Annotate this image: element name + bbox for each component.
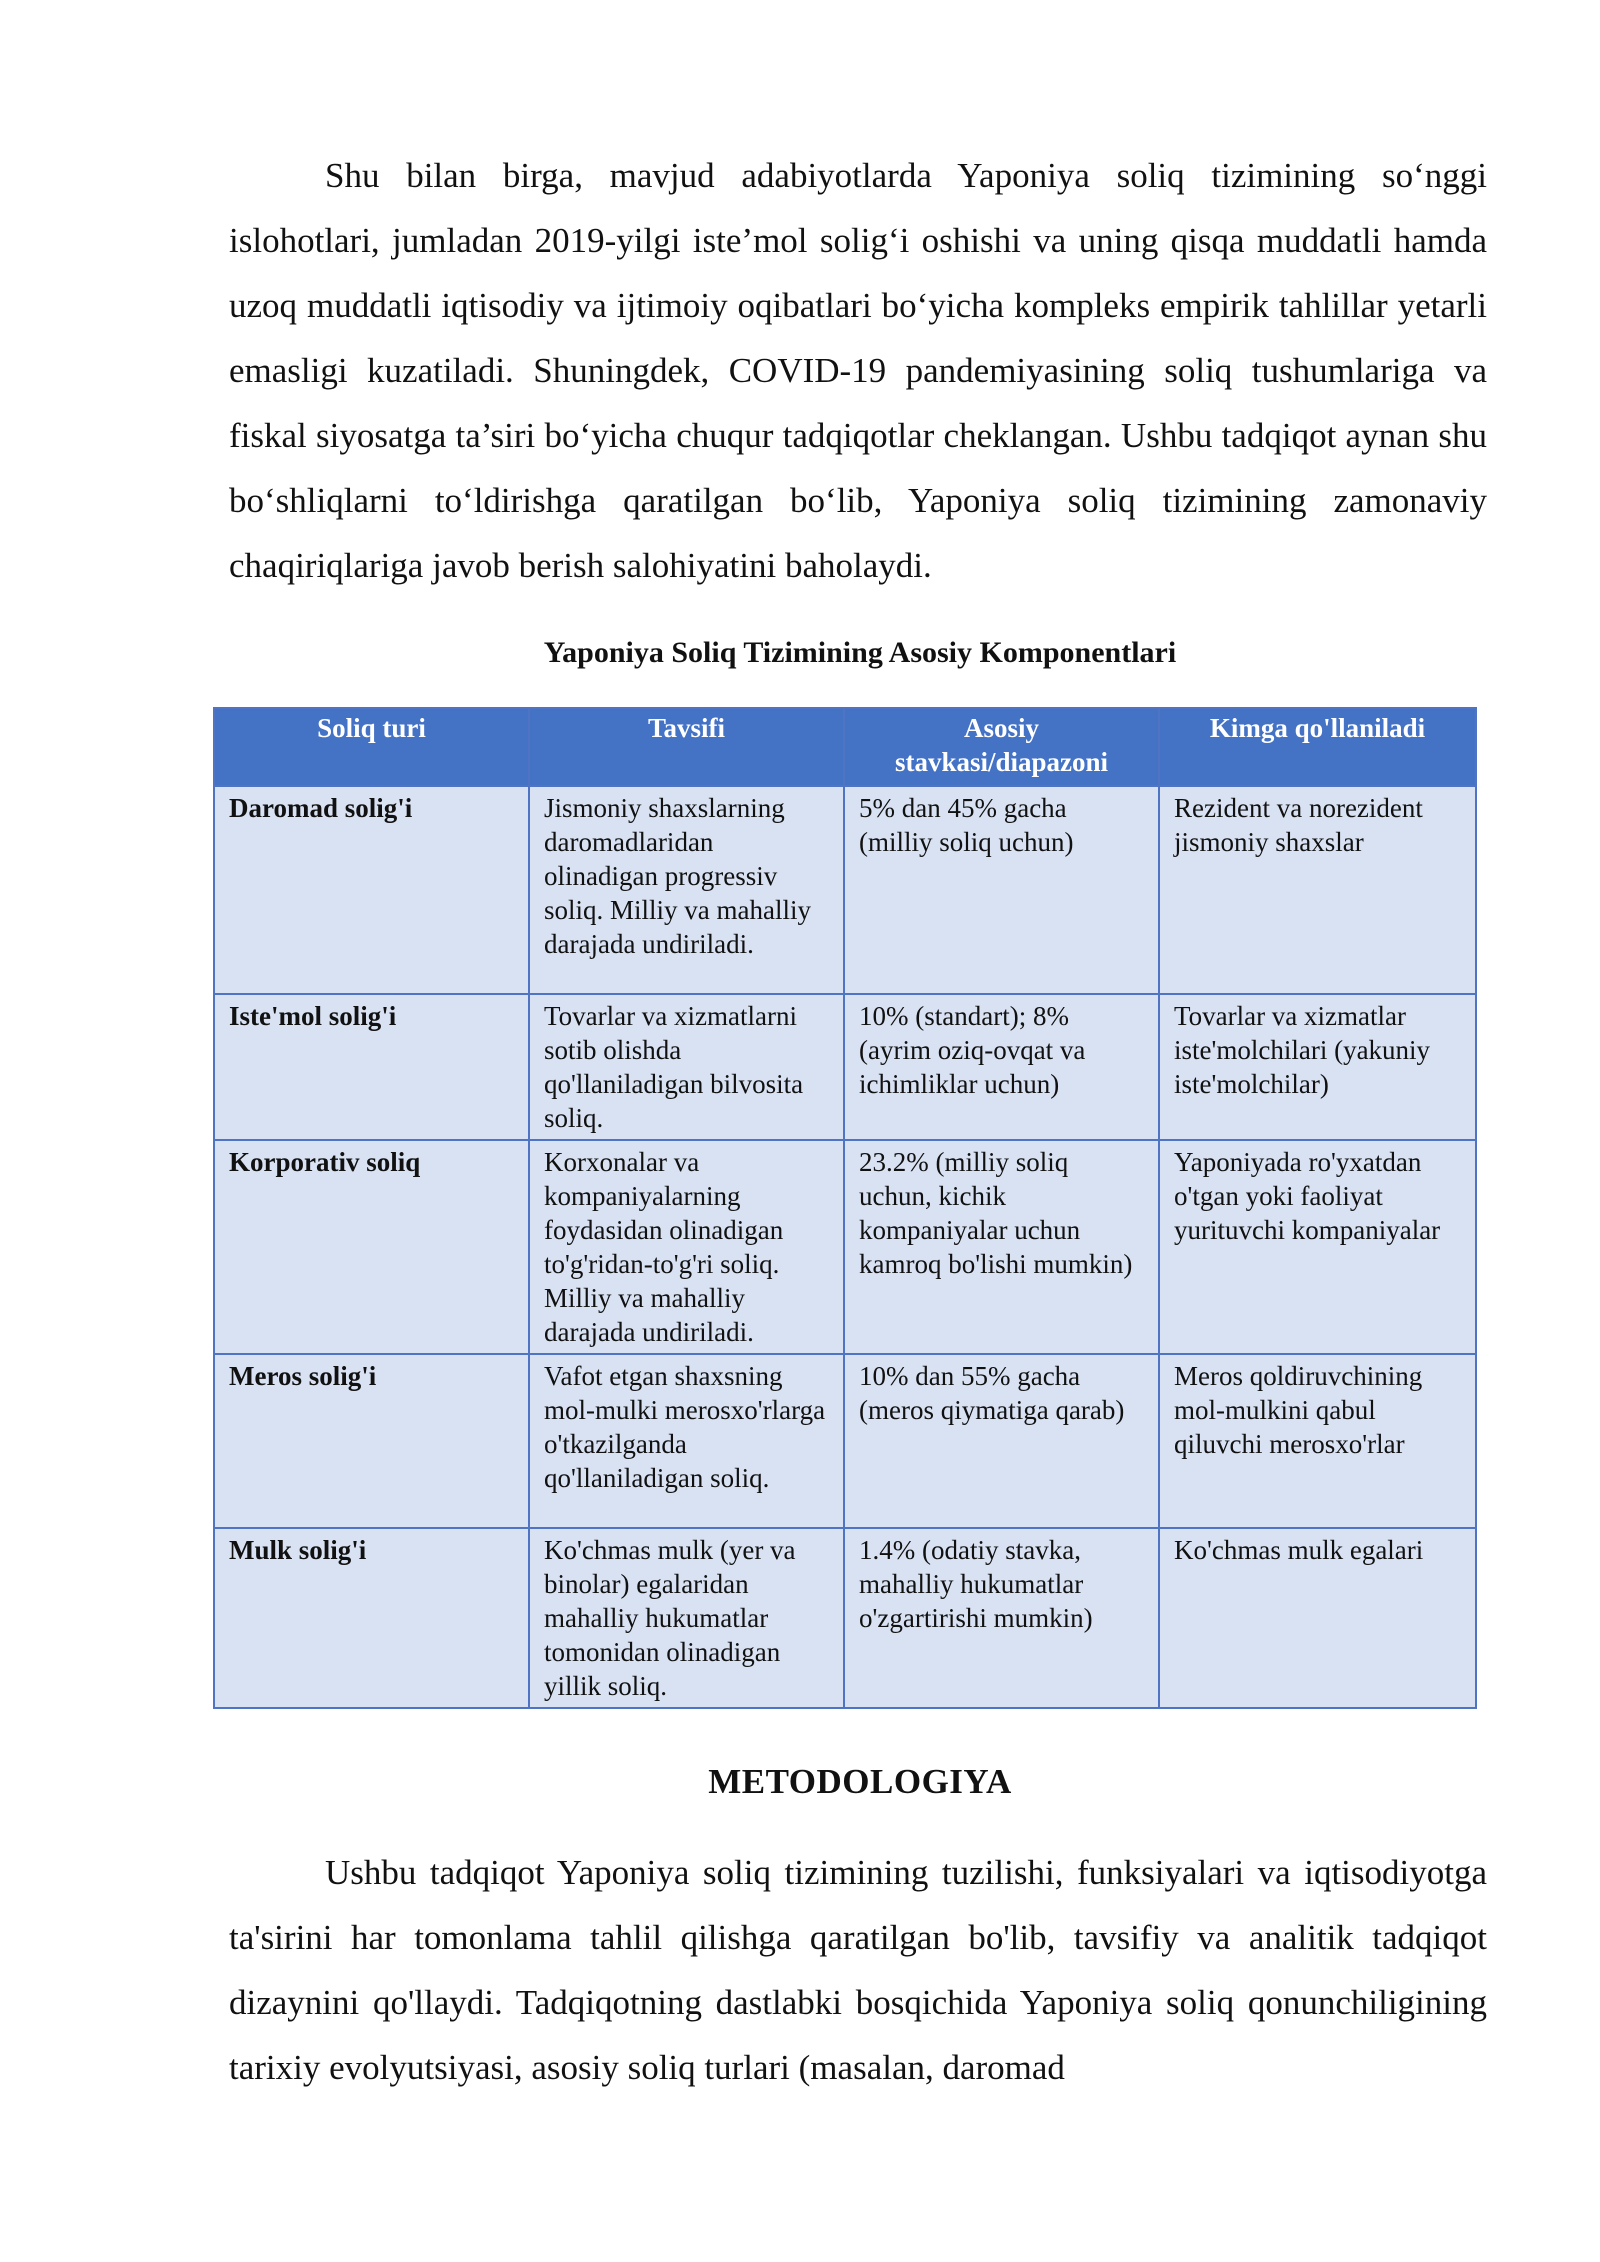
cell-rate: 23.2% (milliy soliq uchun, kichik kompaniyalar uchun kamroq bo'lishi mumkin)	[844, 1140, 1159, 1354]
table-caption: Yaponiya Soliq Tizimining Asosiy Komponentlari	[543, 636, 1177, 669]
table-row	[214, 1528, 1476, 1708]
table-row	[214, 786, 1476, 994]
header-tax-type: Soliq turi	[214, 708, 529, 786]
cell-tax-type: Korporativ soliq	[214, 1140, 529, 1354]
cell-tax-type: Mulk solig'i	[214, 1528, 529, 1708]
cell-rate: 1.4% (odatiy stavka, mahalliy hukumatlar o'zgartirishi mumkin)	[844, 1528, 1159, 1708]
cell-description: Korxonalar va kompaniyalarning foydasidan olinadigan to'g'ridan-to'g'ri soliq. Milliy va mahalliy darajada undiriladi.	[529, 1140, 844, 1354]
table-row	[214, 1140, 1476, 1354]
cell-applies-to: Meros qoldiruvchining mol-mulkini qabul qiluvchi merosxo'rlar	[1159, 1354, 1476, 1528]
cell-description: Jismoniy shaxslarning daromadlaridan olinadigan progressiv soliq. Milliy va mahalliy darajada undiriladi.	[529, 786, 844, 994]
cell-rate: 5% dan 45% gacha (milliy soliq uchun)	[844, 786, 1159, 994]
cell-applies-to: Ko'chmas mulk egalari	[1159, 1528, 1476, 1708]
intro-paragraph	[229, 143, 1487, 598]
table-header-row	[214, 708, 1476, 786]
cell-applies-to: Rezident va norezident jismoniy shaxslar	[1159, 786, 1476, 994]
table-row	[214, 994, 1476, 1140]
cell-rate: 10% (standart); 8% (ayrim oziq-ovqat va ichimliklar uchun)	[844, 994, 1159, 1140]
cell-description: Tovarlar va xizmatlarni sotib olishda qo'llaniladigan bilvosita soliq.	[529, 994, 844, 1140]
header-rate: Asosiy stavkasi/diapazoni	[844, 708, 1159, 786]
cell-description: Vafot etgan shaxsning mol-mulki merosxo'rlarga o'tkazilganda qo'llaniladigan soliq.	[529, 1354, 844, 1528]
cell-tax-type: Meros solig'i	[214, 1354, 529, 1528]
intro-paragraph-text: Shu bilan birga, mavjud adabiyotlarda Yaponiya soliq tizimining so‘nggi islohotlari, jumladan 2019-yilgi iste’mol solig‘i oshishi va uning qisqa muddatli hamda uzoq muddatli iqtisodiy va ijtimoiy oqibatlari bo‘yicha kompleks empirik tahlillar yetarli emasligi kuzatiladi. Shuningdek, COVID-19 pandemiyasining soliq tushumlariga va fiskal siyosatga ta’siri bo‘yicha chuqur tadqiqotlar cheklangan. Ushbu tadqiqot aynan shu bo‘shliqlarni to‘ldirishga qaratilgan bo‘lib, Yaponiya soliq tizimining zamonaviy chaqiriqlariga javob berish salohiyatini baholaydi.	[229, 156, 1487, 585]
cell-tax-type: Iste'mol solig'i	[214, 994, 529, 1140]
header-applies-to: Kimga qo'llaniladi	[1159, 708, 1476, 786]
table-row	[214, 1354, 1476, 1528]
cell-tax-type: Daromad solig'i	[214, 786, 529, 994]
methodology-paragraph	[229, 1840, 1487, 2100]
cell-description: Ko'chmas mulk (yer va binolar) egalaridan mahalliy hukumatlar tomonidan olinadigan yillik soliq.	[529, 1528, 844, 1708]
cell-rate: 10% dan 55% gacha (meros qiymatiga qarab)	[844, 1354, 1159, 1528]
tax-components-table	[213, 707, 1477, 1709]
methodology-paragraph-text: Ushbu tadqiqot Yaponiya soliq tizimining tuzilishi, funksiyalari va iqtisodiyotga ta'sirini har tomonlama tahlil qilishga qaratilgan bo'lib, tavsifiy va analitik tadqiqot dizaynini qo'llaydi. Tadqiqotning dastlabki bosqichida Yaponiya soliq qonunchiligining tarixiy evolyutsiyasi, asosiy soliq turlari (masalan, daromad	[229, 1853, 1487, 2087]
cell-applies-to: Tovarlar va xizmatlar iste'molchilari (yakuniy iste'molchilar)	[1159, 994, 1476, 1140]
section-heading: METODOLOGIYA	[708, 1762, 1012, 1801]
header-description: Tavsifi	[529, 708, 844, 786]
cell-applies-to: Yaponiyada ro'yxatdan o'tgan yoki faoliyat yurituvchi kompaniyalar	[1159, 1140, 1476, 1354]
